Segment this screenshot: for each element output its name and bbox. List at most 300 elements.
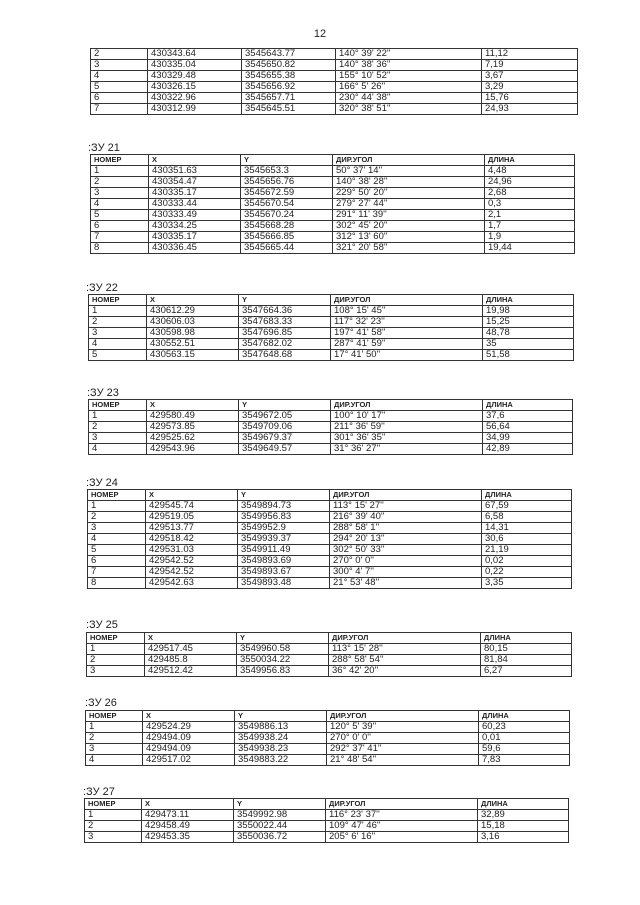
table-header-row — [91, 155, 575, 166]
point-number: 5 — [91, 82, 148, 93]
table-row — [91, 188, 575, 199]
y-coordinate: 3545655.38 — [242, 71, 336, 82]
point-number: 1 — [87, 644, 145, 655]
x-coordinate: 430322.96 — [148, 93, 242, 104]
point-number: 1 — [89, 411, 147, 422]
header-x: X — [147, 400, 239, 411]
x-coordinate: 429542.52 — [146, 567, 238, 578]
x-coordinate: 429545.74 — [146, 501, 238, 512]
table-row — [91, 199, 575, 210]
table-row — [88, 545, 572, 556]
x-coordinate: 429524.29 — [143, 722, 235, 733]
length: 30,6 — [482, 534, 572, 545]
length: 42,89 — [483, 444, 573, 455]
table-row — [89, 306, 574, 317]
point-number: 2 — [91, 177, 149, 188]
header-y: Y — [234, 799, 326, 810]
table-header-row — [85, 799, 569, 810]
length: 2,1 — [485, 210, 575, 221]
length: 37,6 — [483, 411, 573, 422]
header-direction-angle: ДИР.УГОЛ — [329, 633, 481, 644]
length: 14,31 — [482, 523, 572, 534]
direction-angle: 229° 50' 20'' — [333, 188, 485, 199]
table-row — [91, 177, 575, 188]
length: 11,12 — [482, 49, 578, 60]
y-coordinate: 3549893.67 — [238, 567, 330, 578]
header-y: Y — [235, 711, 327, 722]
direction-angle: 17° 41' 50'' — [331, 350, 483, 361]
table-row — [85, 821, 569, 832]
point-number: 3 — [91, 60, 148, 71]
y-coordinate: 3549911.49 — [238, 545, 330, 556]
y-coordinate: 3549894.73 — [238, 501, 330, 512]
x-coordinate: 430563.15 — [147, 350, 239, 361]
y-coordinate: 3549883.22 — [235, 755, 327, 766]
table-header-row — [89, 400, 573, 411]
section-label: :ЗУ 25 — [86, 619, 118, 631]
table-row — [91, 93, 578, 104]
y-coordinate: 3549649.57 — [239, 444, 331, 455]
length: 15,18 — [478, 821, 569, 832]
x-coordinate: 430606.03 — [147, 317, 239, 328]
x-coordinate: 430335.17 — [149, 232, 241, 243]
table-row — [88, 534, 572, 545]
table-row — [89, 317, 574, 328]
point-number: 2 — [91, 49, 148, 60]
table-row — [88, 556, 572, 567]
length: 7,83 — [479, 755, 570, 766]
direction-angle: 50° 37' 14'' — [333, 166, 485, 177]
y-coordinate: 3547683.33 — [239, 317, 331, 328]
point-number: 2 — [85, 821, 142, 832]
header-length: ДЛИНА — [482, 490, 572, 501]
x-coordinate: 430329.48 — [148, 71, 242, 82]
y-coordinate: 3549939.37 — [238, 534, 330, 545]
point-number: 8 — [88, 578, 146, 589]
length: 59,6 — [479, 744, 570, 755]
table-row — [85, 810, 569, 821]
header-direction-angle: ДИР.УГОЛ — [331, 295, 483, 306]
length: 2,68 — [485, 188, 575, 199]
header-number: НОМЕР — [87, 633, 145, 644]
length: 67,59 — [482, 501, 572, 512]
x-coordinate: 429458.49 — [142, 821, 234, 832]
header-x: X — [146, 490, 238, 501]
direction-angle: 312° 13' 60'' — [333, 232, 485, 243]
y-coordinate: 3549952.9 — [238, 523, 330, 534]
y-coordinate: 3545670.24 — [241, 210, 333, 221]
length: 19,44 — [485, 243, 575, 254]
point-number: 4 — [91, 71, 148, 82]
point-number: 5 — [88, 545, 146, 556]
x-coordinate: 429512.42 — [145, 666, 237, 677]
direction-angle: 291° 11' 39'' — [333, 210, 485, 221]
table-row — [91, 221, 575, 232]
direction-angle: 100° 10' 17'' — [331, 411, 483, 422]
table-row — [89, 328, 574, 339]
length: 81,84 — [481, 655, 572, 666]
header-x: X — [149, 155, 241, 166]
section-label: :ЗУ 21 — [88, 142, 120, 154]
direction-angle: 36° 42' 20'' — [329, 666, 481, 677]
section-label: :ЗУ 23 — [87, 387, 119, 399]
direction-angle: 321° 20' 58'' — [333, 243, 485, 254]
table-body — [91, 49, 578, 115]
length: 15,76 — [482, 93, 578, 104]
direction-angle: 155° 10' 52'' — [336, 71, 482, 82]
y-coordinate: 3545668.28 — [241, 221, 333, 232]
length: 0,3 — [485, 199, 575, 210]
y-coordinate: 3545672.59 — [241, 188, 333, 199]
point-number: 6 — [91, 93, 148, 104]
point-number: 2 — [86, 733, 143, 744]
table-row — [91, 49, 578, 60]
y-coordinate: 3549938.24 — [235, 733, 327, 744]
direction-angle: 140° 39' 22'' — [336, 49, 482, 60]
direction-angle: 21° 53' 48'' — [330, 578, 482, 589]
point-number: 5 — [89, 350, 147, 361]
direction-angle: 292° 37' 41'' — [327, 744, 479, 755]
length: 56,64 — [483, 422, 573, 433]
y-coordinate: 3549679.37 — [239, 433, 331, 444]
header-y: Y — [237, 633, 329, 644]
header-y: Y — [239, 295, 331, 306]
length: 21,19 — [482, 545, 572, 556]
table-row — [89, 411, 573, 422]
point-number: 4 — [89, 444, 147, 455]
length: 34,99 — [483, 433, 573, 444]
point-number: 8 — [91, 243, 149, 254]
header-direction-angle: ДИР.УГОЛ — [333, 155, 485, 166]
x-coordinate: 430326.15 — [148, 82, 242, 93]
x-coordinate: 430336.45 — [149, 243, 241, 254]
header-direction-angle: ДИР.УГОЛ — [330, 490, 482, 501]
x-coordinate: 429518.42 — [146, 534, 238, 545]
coordinates-table — [88, 399, 573, 455]
x-coordinate: 429542.52 — [146, 556, 238, 567]
table-row — [91, 210, 575, 221]
length: 3,35 — [482, 578, 572, 589]
header-number: НОМЕР — [91, 155, 149, 166]
point-number: 7 — [91, 104, 148, 115]
x-coordinate: 430351.63 — [149, 166, 241, 177]
y-coordinate: 3549886.13 — [235, 722, 327, 733]
x-coordinate: 430333.44 — [149, 199, 241, 210]
y-coordinate: 3549672.05 — [239, 411, 331, 422]
table-row — [87, 666, 572, 677]
length: 24,96 — [485, 177, 575, 188]
point-number: 7 — [91, 232, 149, 243]
table-row — [86, 733, 570, 744]
header-x: X — [142, 799, 234, 810]
table-row — [88, 512, 572, 523]
x-coordinate: 429494.09 — [143, 733, 235, 744]
x-coordinate: 429543.96 — [147, 444, 239, 455]
point-number: 1 — [91, 166, 149, 177]
length: 4,48 — [485, 166, 575, 177]
length: 60,23 — [479, 722, 570, 733]
direction-angle: 270° 0' 0'' — [330, 556, 482, 567]
table-header-row — [86, 711, 570, 722]
direction-angle: 21° 48' 54'' — [327, 755, 479, 766]
header-y: Y — [239, 400, 331, 411]
x-coordinate: 429542.63 — [146, 578, 238, 589]
x-coordinate: 430333.49 — [149, 210, 241, 221]
y-coordinate: 3547696.85 — [239, 328, 331, 339]
y-coordinate: 3545666.85 — [241, 232, 333, 243]
header-number: НОМЕР — [88, 490, 146, 501]
x-coordinate: 429573.85 — [147, 422, 239, 433]
point-number: 2 — [89, 317, 147, 328]
header-x: X — [143, 711, 235, 722]
direction-angle: 211° 36' 59'' — [331, 422, 483, 433]
direction-angle: 140° 38' 28'' — [333, 177, 485, 188]
coordinates-table — [90, 154, 575, 254]
x-coordinate: 429517.45 — [145, 644, 237, 655]
y-coordinate: 3547648.68 — [239, 350, 331, 361]
table-row — [88, 501, 572, 512]
point-number: 1 — [85, 810, 142, 821]
table-header-row — [88, 490, 572, 501]
direction-angle: 31° 36' 27'' — [331, 444, 483, 455]
x-coordinate: 429473.11 — [142, 810, 234, 821]
x-coordinate: 430598.98 — [147, 328, 239, 339]
x-coordinate: 429519.05 — [146, 512, 238, 523]
direction-angle: 205° 6' 16'' — [326, 832, 478, 843]
length: 51,58 — [483, 350, 574, 361]
x-coordinate: 429517.02 — [143, 755, 235, 766]
y-coordinate: 3547682.02 — [239, 339, 331, 350]
x-coordinate: 429494.09 — [143, 744, 235, 755]
point-number: 3 — [86, 744, 143, 755]
header-y: Y — [241, 155, 333, 166]
header-direction-angle: ДИР.УГОЛ — [326, 799, 478, 810]
length: 0,02 — [482, 556, 572, 567]
point-number: 4 — [86, 755, 143, 766]
direction-angle: 294° 20' 13'' — [330, 534, 482, 545]
length: 48,78 — [483, 328, 574, 339]
direction-angle: 140° 38' 36'' — [336, 60, 482, 71]
point-number: 6 — [91, 221, 149, 232]
header-length: ДЛИНА — [478, 799, 569, 810]
y-coordinate: 3545656.92 — [242, 82, 336, 93]
table-row — [85, 832, 569, 843]
point-number: 1 — [89, 306, 147, 317]
header-number: НОМЕР — [89, 295, 147, 306]
x-coordinate: 429485.8 — [145, 655, 237, 666]
coordinates-table — [84, 798, 569, 843]
coordinates-table — [88, 294, 574, 361]
page-number: 12 — [313, 28, 327, 40]
length: 15,25 — [483, 317, 574, 328]
y-coordinate: 3545645.51 — [242, 104, 336, 115]
point-number: 6 — [88, 556, 146, 567]
table-row — [87, 655, 572, 666]
point-number: 4 — [88, 534, 146, 545]
x-coordinate: 430335.04 — [148, 60, 242, 71]
y-coordinate: 3549956.83 — [237, 666, 329, 677]
length: 24,93 — [482, 104, 578, 115]
table-row — [89, 339, 574, 350]
direction-angle: 287° 41' 59'' — [331, 339, 483, 350]
length: 3,29 — [482, 82, 578, 93]
direction-angle: 300° 4' 7'' — [330, 567, 482, 578]
header-direction-angle: ДИР.УГОЛ — [327, 711, 479, 722]
point-number: 2 — [88, 512, 146, 523]
direction-angle: 113° 15' 28'' — [329, 644, 481, 655]
x-coordinate: 430612.29 — [147, 306, 239, 317]
table-row — [89, 433, 573, 444]
y-coordinate: 3545643.77 — [242, 49, 336, 60]
table-header-row — [89, 295, 574, 306]
length: 1,7 — [485, 221, 575, 232]
x-coordinate: 430552.51 — [147, 339, 239, 350]
table-row — [91, 232, 575, 243]
point-number: 3 — [85, 832, 142, 843]
length: 1,9 — [485, 232, 575, 243]
direction-angle: 166° 5' 26'' — [336, 82, 482, 93]
y-coordinate: 3549956.83 — [238, 512, 330, 523]
length: 3,67 — [482, 71, 578, 82]
section-label: :ЗУ 27 — [83, 786, 115, 798]
point-number: 3 — [91, 188, 149, 199]
y-coordinate: 3547664.36 — [239, 306, 331, 317]
length: 19,98 — [483, 306, 574, 317]
header-x: X — [145, 633, 237, 644]
direction-angle: 230° 44' 38'' — [336, 93, 482, 104]
point-number: 3 — [88, 523, 146, 534]
direction-angle: 197° 41' 58'' — [331, 328, 483, 339]
point-number: 1 — [88, 501, 146, 512]
table-row — [91, 104, 578, 115]
header-length: ДЛИНА — [481, 633, 572, 644]
point-number: 7 — [88, 567, 146, 578]
y-coordinate: 3545665.44 — [241, 243, 333, 254]
length: 0,22 — [482, 567, 572, 578]
y-coordinate: 3549893.69 — [238, 556, 330, 567]
direction-angle: 270° 0' 0'' — [327, 733, 479, 744]
point-number: 5 — [91, 210, 149, 221]
header-number: НОМЕР — [85, 799, 142, 810]
header-y: Y — [238, 490, 330, 501]
direction-angle: 117° 32' 23'' — [331, 317, 483, 328]
direction-angle: 301° 36' 35'' — [331, 433, 483, 444]
header-number: НОМЕР — [89, 400, 147, 411]
table-row — [91, 166, 575, 177]
x-coordinate: 430334.25 — [149, 221, 241, 232]
table-row — [91, 71, 578, 82]
y-coordinate: 3550036.72 — [234, 832, 326, 843]
point-number: 3 — [89, 328, 147, 339]
header-direction-angle: ДИР.УГОЛ — [331, 400, 483, 411]
x-coordinate: 429513.77 — [146, 523, 238, 534]
length: 32,89 — [478, 810, 569, 821]
length: 7,19 — [482, 60, 578, 71]
y-coordinate: 3545670.54 — [241, 199, 333, 210]
header-length: ДЛИНА — [483, 400, 573, 411]
y-coordinate: 3545653.3 — [241, 166, 333, 177]
point-number: 3 — [89, 433, 147, 444]
direction-angle: 108° 15' 45'' — [331, 306, 483, 317]
y-coordinate: 3550034.22 — [237, 655, 329, 666]
x-coordinate: 429453.35 — [142, 832, 234, 843]
table-row — [88, 523, 572, 534]
point-number: 2 — [89, 422, 147, 433]
direction-angle: 279° 27' 44'' — [333, 199, 485, 210]
point-number: 4 — [89, 339, 147, 350]
header-length: ДЛИНА — [479, 711, 570, 722]
table-row — [89, 444, 573, 455]
x-coordinate: 430354.47 — [149, 177, 241, 188]
table-row — [89, 350, 574, 361]
y-coordinate: 3549938.23 — [235, 744, 327, 755]
header-length: ДЛИНА — [483, 295, 574, 306]
header-length: ДЛИНА — [485, 155, 575, 166]
section-label: :ЗУ 24 — [86, 477, 118, 489]
x-coordinate: 430343.64 — [148, 49, 242, 60]
direction-angle: 120° 5' 39'' — [327, 722, 479, 733]
length: 6,58 — [482, 512, 572, 523]
y-coordinate: 3545656.76 — [241, 177, 333, 188]
direction-angle: 116° 23' 37'' — [326, 810, 478, 821]
x-coordinate: 430312.99 — [148, 104, 242, 115]
y-coordinate: 3549893.48 — [238, 578, 330, 589]
header-number: НОМЕР — [86, 711, 143, 722]
direction-angle: 288° 58' 1'' — [330, 523, 482, 534]
y-coordinate: 3545650.82 — [242, 60, 336, 71]
x-coordinate: 429525.62 — [147, 433, 239, 444]
table-row — [91, 60, 578, 71]
y-coordinate: 3549992.98 — [234, 810, 326, 821]
table-row — [86, 722, 570, 733]
table-header-row — [87, 633, 572, 644]
y-coordinate: 3550022.44 — [234, 821, 326, 832]
x-coordinate: 429531.03 — [146, 545, 238, 556]
length: 6,27 — [481, 666, 572, 677]
direction-angle: 302° 45' 20'' — [333, 221, 485, 232]
point-number: 3 — [87, 666, 145, 677]
header-x: X — [147, 295, 239, 306]
point-number: 1 — [86, 722, 143, 733]
x-coordinate: 430335.17 — [149, 188, 241, 199]
direction-angle: 109° 47' 46'' — [326, 821, 478, 832]
coordinates-table-continued — [90, 48, 578, 115]
section-label: :ЗУ 26 — [85, 697, 117, 709]
point-number: 4 — [91, 199, 149, 210]
length: 3,16 — [478, 832, 569, 843]
length: 80,15 — [481, 644, 572, 655]
length: 35 — [483, 339, 574, 350]
direction-angle: 113° 15' 27'' — [330, 501, 482, 512]
coordinates-table — [87, 489, 572, 589]
coordinates-table — [85, 710, 570, 766]
x-coordinate: 429580.49 — [147, 411, 239, 422]
point-number: 2 — [87, 655, 145, 666]
table-row — [88, 567, 572, 578]
coordinates-table — [86, 632, 572, 677]
direction-angle: 216° 39' 40'' — [330, 512, 482, 523]
y-coordinate: 3549960.58 — [237, 644, 329, 655]
length: 0,01 — [479, 733, 570, 744]
table-row — [89, 422, 573, 433]
table-row — [88, 578, 572, 589]
table-row — [86, 744, 570, 755]
table-row — [86, 755, 570, 766]
direction-angle: 288° 58' 54'' — [329, 655, 481, 666]
section-label: :ЗУ 22 — [86, 282, 118, 294]
table-row — [91, 243, 575, 254]
direction-angle: 320° 38' 51'' — [336, 104, 482, 115]
